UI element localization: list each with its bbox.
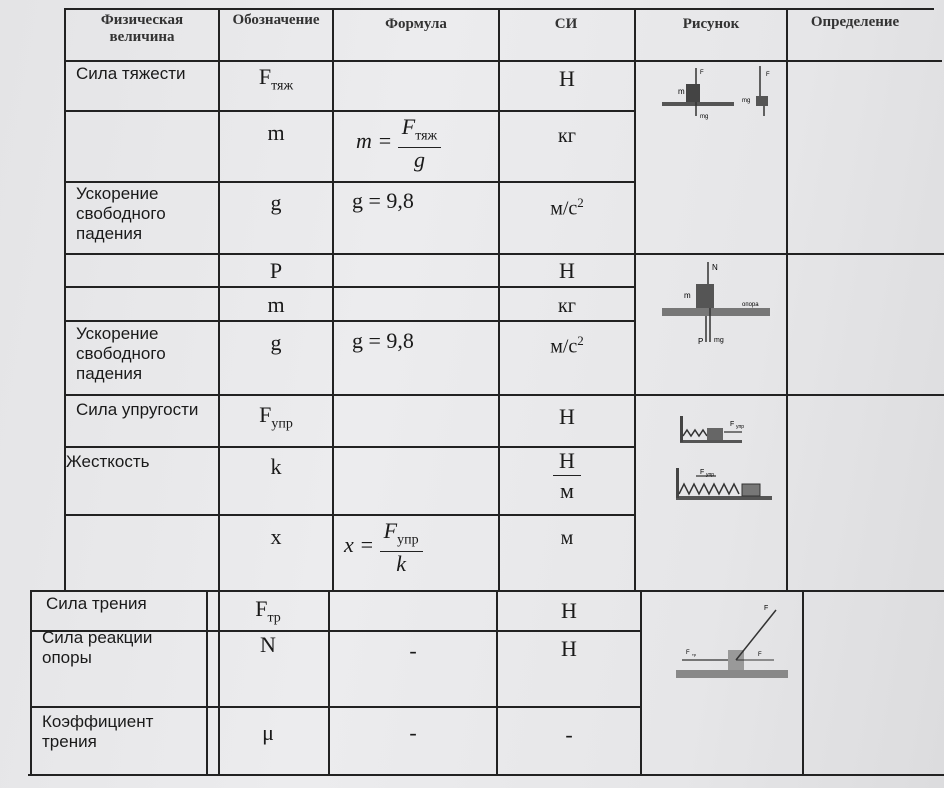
row-name: Сила тяжести — [76, 64, 186, 83]
header-si: СИ — [554, 16, 578, 32]
row-formula: g = 9,8 — [352, 188, 414, 213]
svg-text:mg: mg — [742, 98, 751, 104]
row-symbol: x — [270, 524, 282, 549]
row-si: кг — [558, 125, 576, 147]
row-formula: m = $\frac{F_{тяж}}{g}$ — [356, 116, 496, 170]
svg-text:упр: упр — [706, 472, 714, 478]
row-formula: g = 9,8 — [352, 328, 414, 353]
figure-friction — [670, 598, 796, 684]
row-formula: x = $\frac{F_{упр}}{k}$ — [344, 520, 496, 574]
row-si: Н — [561, 598, 577, 623]
row-symbol: g — [270, 330, 282, 355]
svg-text:опора: опора — [742, 302, 759, 308]
row-name: Ускорение свободного падения — [76, 184, 166, 243]
svg-text:F: F — [758, 652, 762, 658]
row-si: - — [565, 722, 573, 747]
svg-text:mg: mg — [714, 337, 724, 344]
row-si: $м/с^2$ — [550, 195, 584, 220]
row-symbol: N — [260, 632, 276, 657]
svg-text:P: P — [698, 337, 704, 346]
row-si: Н — [559, 404, 575, 429]
row-si: Н — [561, 636, 577, 661]
figure-weight — [656, 258, 786, 350]
svg-text:F: F — [700, 469, 705, 476]
row-symbol: g — [270, 190, 282, 215]
figure-gravity — [656, 62, 786, 124]
svg-text:F: F — [764, 605, 769, 612]
svg-text:тр: тр — [692, 652, 697, 657]
header-figure: Рисунок — [682, 16, 740, 32]
row-name: Сила упругости — [76, 400, 199, 419]
row-name: Коэффициент трения — [42, 712, 154, 751]
row-name: Сила трения — [46, 594, 147, 613]
row-name: Сила реакции опоры — [42, 628, 153, 667]
row-symbol: k — [270, 454, 282, 479]
svg-text:F: F — [730, 421, 735, 428]
header-quantity: Физическая величина — [100, 12, 184, 45]
row-symbol: $F_{упр}$ — [259, 402, 293, 432]
svg-text:m: m — [684, 291, 691, 300]
row-si: $м/с^2$ — [550, 333, 584, 358]
row-si: м — [560, 527, 574, 549]
svg-text:N: N — [712, 263, 718, 272]
row-si: кг — [558, 295, 576, 317]
row-si: $\frac{Н}{м}$ — [500, 450, 634, 501]
row-symbol: m — [267, 292, 285, 317]
row-formula: - — [409, 720, 417, 745]
figure-spring — [666, 408, 784, 508]
header-definition: Определение — [810, 14, 900, 30]
row-si: Н — [559, 258, 575, 283]
row-symbol: $F_{тяж}$ — [258, 64, 294, 94]
row-symbol: m — [267, 120, 285, 145]
header-symbol: Обозначение — [232, 12, 320, 28]
row-symbol: $F_{тр}$ — [255, 596, 281, 626]
svg-text:F: F — [686, 650, 690, 656]
row-formula: - — [409, 638, 417, 663]
svg-text:F: F — [700, 70, 704, 76]
svg-text:F: F — [766, 72, 770, 78]
svg-text:m: m — [678, 87, 685, 96]
row-symbol: P — [269, 258, 283, 283]
svg-text:mg: mg — [700, 114, 709, 120]
svg-text:упр: упр — [736, 424, 744, 430]
row-si: Н — [559, 66, 575, 91]
row-name: Ускорение свободного падения — [76, 324, 166, 383]
row-name: Жесткость — [66, 452, 150, 471]
row-symbol: μ — [262, 720, 274, 745]
header-formula: Формула — [385, 16, 447, 32]
